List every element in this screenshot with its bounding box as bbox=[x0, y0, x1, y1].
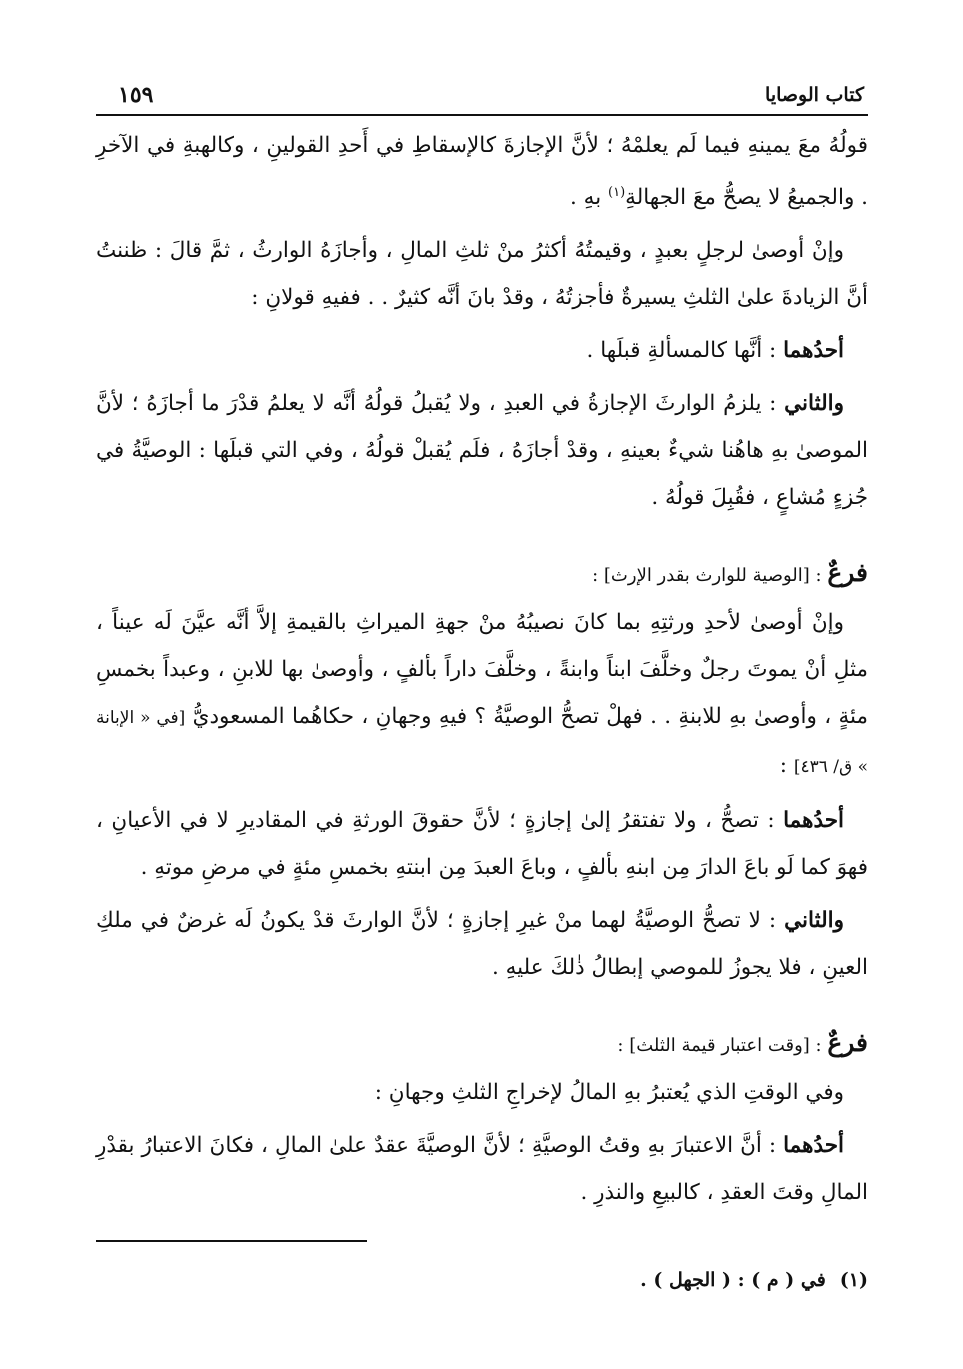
paragraph-text: : يلزمُ الوارثَ الإجازةُ في العبدِ ، ولا يُقبلُ قولُهُ أنَّه لا يعلمُ قدْرَ ما أجازَهُ ؛ لأنَّ الموصىٰ بهِ هاهُنا شيءٌ بعينهِ ، وقدْ أجازَهُ ، فلَم يُقبلْ قولُهُ ، وفي التي قبلَها : الوصيَّةُ في جُزءٍ مُشاعٍ ، فقُبِلَ قولُهُ . bbox=[96, 391, 868, 511]
page-header bbox=[96, 70, 868, 116]
paragraph bbox=[96, 897, 868, 991]
paragraph bbox=[96, 1122, 868, 1216]
paragraph: وإنْ أوصىٰ لرجلٍ بعبدٍ ، وقيمتُهُ أكثرُ منْ ثلثِ المالِ ، وأجازَهُ الوارثُ ، ثمَّ قالَ : ظننتُ أنَّ الزيادةَ علىٰ الثلثِ يسيرةٌ فأجزتُهُ ، وقدْ بانَ أنَّه كثيرٌ . . ففيهِ قولانِ : bbox=[96, 238, 868, 311]
paragraph bbox=[96, 599, 868, 791]
page-body bbox=[96, 70, 868, 1216]
section-heading bbox=[96, 549, 868, 599]
paragraph-text: : تصحُّ ، ولا تفتقرُ إلىٰ إجازةٍ ؛ لأنَّ حقوقَ الورثةِ في المقاديرِ لا في الأعيانِ ، فهوَ كما لَو باعَ الدارَ مِن ابنهِ بألفٍ ، وباعَ العبدَ مِن ابنتهِ بخمسِ مئةٍ في مرضِ موتهِ . bbox=[96, 808, 868, 881]
paragraph-text: وإنْ أوصىٰ لأحدِ ورثتِهِ بما كانَ نصيبُهُ منْ جهةِ الميراثِ بالقيمةِ إلاَّ أنَّه عيَّنَ لَه عيناً ، مثلِ أنْ يموتَ رجلٌ وخلَّفَ ابناً وابنةً ، وخلَّفَ داراً بألفٍ ، وأوصىٰ بها للابنِ ، وعبداً بخمسِ مئةٍ ، وأوصىٰ بهِ للابنةِ . . فهلْ تصحُّ الوصيَّةُ ؟ فيهِ وجهانِ ، حكاهُما المسعوديُّ bbox=[96, 610, 868, 730]
paragraph-lead: أحدُهما bbox=[783, 1133, 844, 1159]
footnote bbox=[640, 1269, 868, 1291]
paragraph-text: قولُهُ معَ يمينهِ فيما لَم يعلمْهُ ؛ لأنَّ الإجازةَ كالإسقاطِ في أَحدِ القولينِ ، وكالهبةِ في الآخرِ . والجميعُ لا يصحُّ معَ الجهالةِ bbox=[96, 133, 868, 211]
branch-title: : [وقت اعتبار قيمة الثلث] : bbox=[617, 1035, 828, 1057]
paragraph-lead: أحدُهما bbox=[783, 808, 844, 834]
paragraph: وفي الوقتِ الذي يُعتبرُ بهِ المالُ لإخراجِ الثلثِ وجهانِ : bbox=[374, 1080, 844, 1106]
paragraph-text: : لا تصحُّ الوصيَّةُ لهما منْ غيرِ إجازةٍ ؛ لأنَّ الوارثَ قدْ يكونُ لَه غرضٌ في ملكِ العينِ ، فلا يجوزُ للموصي إبطالُ ذٰلكَ عليهِ . bbox=[96, 908, 868, 981]
paragraph bbox=[96, 122, 868, 221]
footnote-text: في ( م ) : ( الجهل ) . bbox=[640, 1269, 826, 1291]
footnote-number: (١) bbox=[839, 1269, 868, 1291]
paragraph bbox=[96, 797, 868, 891]
paragraph-lead: والثاني bbox=[784, 908, 844, 934]
running-title: كتاب الوصايا bbox=[765, 84, 864, 106]
paragraph-text: : bbox=[779, 753, 794, 779]
section-heading bbox=[96, 1019, 868, 1069]
branch-label: فرعٌ bbox=[827, 1028, 868, 1058]
paragraph-lead: أحدُهما bbox=[783, 338, 844, 364]
paragraph bbox=[96, 380, 868, 521]
paragraph-text: بهِ . bbox=[570, 185, 609, 211]
branch-title: : [الوصية للوارث بقدر الإرث] : bbox=[592, 565, 828, 587]
paragraph bbox=[96, 327, 868, 374]
branch-label: فرعٌ bbox=[827, 558, 868, 588]
paragraph-text: : أنَّ الاعتبارَ بهِ وقتُ الوصيَّةِ ؛ لأنَّ الوصيَّةَ عقدٌ علىٰ المالِ ، فكانَ الاعتبارُ بقدْرِ المالِ وقتَ العقدِ ، كالبيعِ والنذرِ . bbox=[96, 1133, 868, 1206]
source-reference: [في « الإبانة » ق/ ٤٣٦] bbox=[96, 708, 868, 778]
footnote-reference[interactable]: (١) bbox=[608, 185, 626, 200]
paragraph-lead: والثاني bbox=[784, 391, 844, 417]
page-number: ١٥٩ bbox=[118, 82, 154, 108]
paragraph-text: : أنَّها كالمسألةِ قبلَها . bbox=[586, 338, 784, 364]
footnote-divider bbox=[96, 1240, 367, 1242]
